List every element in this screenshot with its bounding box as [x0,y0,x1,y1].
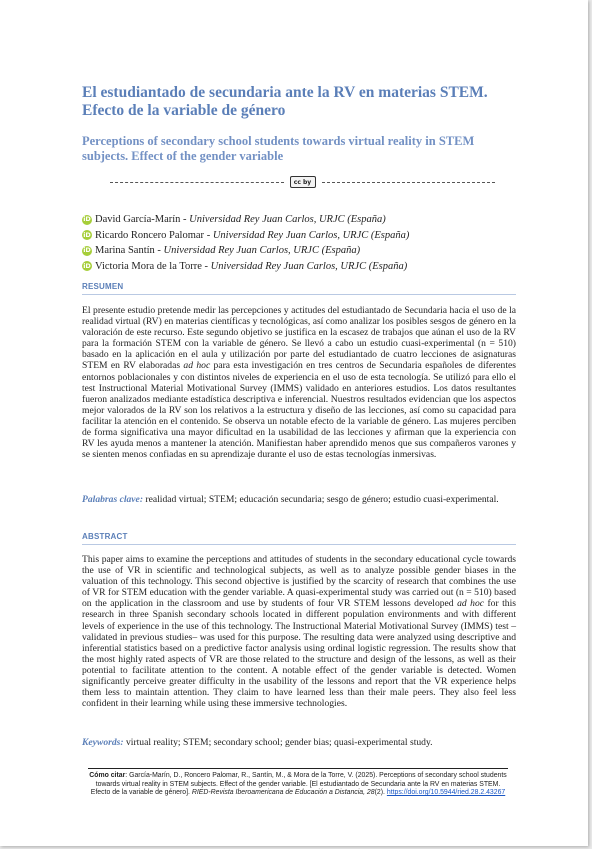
doi-link[interactable]: https://doi.org/10.5944/ried.28.2.43267 [386,789,506,797]
abstract-keywords-label: Keywords: [82,737,124,748]
resumen-keywords [82,494,516,505]
abstract-text-italic: ad hoc [457,598,484,610]
author-list [82,212,516,274]
author-affiliation: Universidad Rey Juan Carlos, URJC (España) [189,214,386,225]
author-name: Victoria Mora de la Torre [95,260,202,272]
author-item: iD David García-Marín - Universidad Rey Juan Carlos, URJC (España) [82,212,516,228]
abstract-header [82,532,516,545]
author-affiliation: Universidad Rey Juan Carlos, URJC (España) [210,260,408,272]
author-affiliation: Universidad Rey Juan Carlos, URJC (España) [163,245,361,256]
author-name: Marina Santín [95,245,155,256]
abstract-keywords [82,737,516,748]
orcid-icon[interactable]: iD [83,230,91,239]
author-item: iD Ricardo Roncero Palomar - Universidad Rey Juan Carlos, URJC (España) [82,228,516,244]
author-name: Ricardo Roncero Palomar [95,229,205,241]
abstract-rule [82,544,516,545]
citation-label: Cómo citar [89,772,126,779]
cc-license-icon[interactable]: cc by [290,176,316,188]
title-english: Perceptions of secondary school students towards virtual reality in STEM subjects. Effect of the gender variable [82,134,475,163]
resumen-rule [82,294,516,295]
citation-footer [88,768,508,798]
resumen-keywords-list: realidad virtual; STEM; educación secundaria; sesgo de género; estudio cuasi-experimental. [143,494,499,505]
abstract-text-part1: This paper aims to examine the perceptions and attitudes of students in the secondary educational cycle towards the use of VR in scientific and technological subjects, as well as to analyze possible gender biases in the valuation of this technology. This second objective is justified by the scarcity of research that combines the use of VR for STEM education with the gender variable. A quasi-experimental study was carried out (n = 510) based on the application in the classroom and use by students of four VR STEM lessons developed [82,554,516,610]
resumen-text-italic: ad hoc [183,360,211,372]
title-divider [110,175,495,189]
resumen-header [82,282,516,295]
orcid-icon[interactable]: iD [83,246,91,254]
abstract-heading: ABSTRACT [82,532,128,541]
abstract-text-part2: for this research in three Spanish secondary schools located in different population environments and with different levels of experience in the use of this technology. The Instructional Material Motivational Survey (IMMS) test –validated in previous studies– was used for this purpose. The resulting data were analyzed using descriptive and inferential statistics based on a predictive factor analysis using ordinal logistic regression. The results show that the most highly rated aspects of VR are those related to the structure and design of the lessons, as well as their potential to facilitate attention to the content. A notable effect of the gender variable is detected. Women significantly perceive greater difficulty in the usability of the lessons and report that the VR experience helps them less to maintain attention. They claim to have learned less than their male peers. They also feel less confident in their learning while using these immersive technologies. [82,598,516,710]
citation-journal: RIED-Revista Iberoamericana de Educación a Distancia, 28 [191,789,375,797]
author-name: David García-Marín [95,214,181,225]
author-affiliation: Universidad Rey Juan Carlos, URJC (España) [212,229,410,241]
resumen-text-part1: El presente estudio pretende medir las percepciones y actitudes del estudiantado de Secundaria hacia el uso de la realidad virtual (RV) en materias científicas y tecnológicas, así como analizar los posibles sesgos de género en la valoración de este recurso. Este segundo objetivo se justifica en la escasez de trabajos que aúnan el uso de la RV para la formación STEM con la variable de género. Se llevó a cabo un estudio cuasi-experimental (n = 510) basado en la aplicación en el aula y utilización por parte del estudiantado de cuatro lecciones de asignaturas STEM en RV elaboradas [82,305,516,372]
author-item: iD Victoria Mora de la Torre - Universidad Rey Juan Carlos, URJC (España) [82,259,516,275]
resumen-text [82,305,516,460]
orcid-icon[interactable]: iD [83,261,91,270]
resumen-heading: RESUMEN [82,282,124,291]
title-spanish: El estudiantado de secundaria ante la RV en materias STEM. Efecto de la variable de género [82,84,488,119]
author-item: iD Marina Santín - Universidad Rey Juan Carlos, URJC (España) [82,243,516,259]
resumen-text-part2: para esta investigación en tres centros de Secundaria españoles de diferentes entornos poblacionales y con distintos niveles de experiencia en el uso de esta tecnología. Se utilizó para ello el test Instructional Material Motivational Survey (IMMS) validado en anteriores estudios. Los datos resultantes fueron analizados mediante estadística descriptiva e inferencial. Nuestros resultados evidencian que los aspectos mejor valorados de la RV son los relativos a la estructura y diseño de las lecciones, así como su capacidad para facilitar la atención en el contenido. Se observa un notable efecto de la variable de género. Las mujeres perciben de forma significativa una mayor dificultad en la usabilidad de las lecciones y afirman que la experiencia con RV les ayuda menos a mantener la atención. Manifiestan haber aprendido menos que sus compañeros varones y se sienten menos confiadas en su aprendizaje durante el uso de estas tecnologías inmersivas. [82,360,517,461]
citation-issue: (2). [374,789,387,797]
abstract-text [82,554,516,709]
resumen-keywords-label: Palabras clave: [82,494,144,505]
abstract-keywords-list: virtual reality; STEM; secondary school; gender bias; quasi-experimental study. [123,737,433,748]
orcid-icon[interactable]: iD [83,215,91,223]
citation-text: : García-Marín, D., Roncero Palomar, R., Santín, M., & Mora de la Torre, V. (2025). Perceptions of secondary school students towards virtual reality in STEM subjects. Effect of the gender variable. [El estudiantado de Secundaria ante la RV en materias STEM. Efecto de la variable de género]. [90,772,507,797]
